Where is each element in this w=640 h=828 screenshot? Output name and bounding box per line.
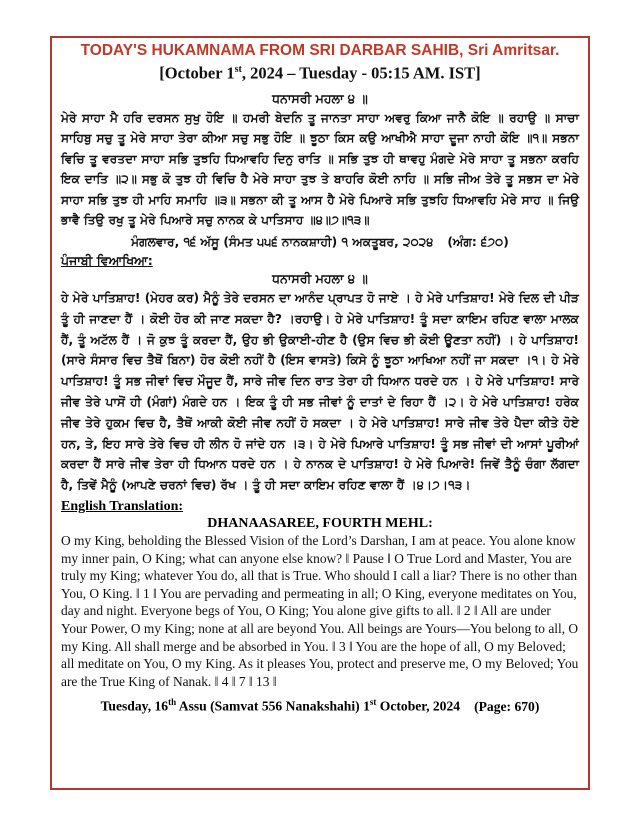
gurbani-heading: ਧਨਾਸਰੀ ਮਹਲਾ ੪ ॥ [272, 90, 368, 106]
hukamnama-frame [50, 36, 590, 790]
english-heading: DHANAASAREE, FOURTH MEHL: [207, 516, 433, 532]
gurbani-date-text: ਮੰਗਲਵਾਰ, ੧੬ ਅੱਸੂ (ਸੰਮਤ ੫੫੬ ਨਾਨਕਸ਼ਾਹੀ) ੧ ਅਕਤੂਬਰ, ੨੦੨੪ [131, 235, 434, 250]
english-date-mid: Assu (Samvat 556 Nanakshahi) 1 [176, 698, 370, 714]
english-date-sup1: th [168, 697, 177, 708]
english-section [61, 498, 579, 715]
explanation-section [61, 252, 579, 496]
english-date-sup2: st [369, 697, 377, 708]
explanation-label: ਪੰਜਾਬੀ ਵਿਆਖਿਆ: [61, 253, 153, 269]
english-date [61, 694, 579, 715]
gurbani-date [61, 232, 579, 252]
page-title: TODAY'S HUKAMNAMA FROM SRI DARBAR SAHIB, Sri Amritsar. [80, 42, 560, 59]
explanation-text: ਹੇ ਮੇਰੇ ਪਾਤਿਸ਼ਾਹ! (ਮੇਹਰ ਕਰ) ਮੈਨੂੰ ਤੇਰੇ ਦਰਸਨ ਦਾ ਆਨੰਦ ਪ੍ਰਾਪਤ ਹੋ ਜਾਏ । ਹੇ ਮੇਰੇ ਪਾਤਿਸ਼ਾਹ! ਮੇਰੇ ਦਿਲ ਦੀ ਪੀੜ ਤੂੰ ਹੀ ਜਾਣਦਾ ਹੈਂ । ਕੋਈ ਹੋਰ ਕੀ ਜਾਣ ਸਕਦਾ ਹੈ? ।ਰਹਾਉ। ਹੇ ਮੇਰੇ ਪਾਤਿਸ਼ਾਹ! ਤੂੰ ਸਦਾ ਕਾਇਮ ਰਹਿਣ ਵਾਲਾ ਮਾਲਕ ਹੈਂ, ਤੂੰ ਅਟੱਲ ਹੈਂ । ਜੋ ਕੁਝ ਤੂੰ ਕਰਦਾ ਹੈਂ, ਉਹ ਭੀ ਉਕਾਈ-ਹੀਣ ਹੈ (ਉਸ ਵਿਚ ਭੀ ਕੋਈ ਊਣਤਾ ਨਹੀਂ) । ਹੇ ਪਾਤਿਸ਼ਾਹ! (ਸਾਰੇ ਸੰਸਾਰ ਵਿਚ ਤੈਥੋਂ ਬਿਨਾ) ਹੋਰ ਕੋਈ ਨਹੀਂ ਹੈ (ਇਸ ਵਾਸਤੇ) ਕਿਸੇ ਨੂੰ ਝੂਠਾ ਆਖਿਆ ਨਹੀਂ ਜਾ ਸਕਦਾ ।੧। ਹੇ ਮੇਰੇ ਪਾਤਿਸ਼ਾਹ! ਤੂੰ ਸਭ ਜੀਵਾਂ ਵਿਚ ਮੌਜੂਦ ਹੈਂ, ਸਾਰੇ ਜੀਵ ਦਿਨ ਰਾਤ ਤੇਰਾ ਹੀ ਧਿਆਨ ਧਰਦੇ ਹਨ । ਹੇ ਮੇਰੇ ਪਾਤਿਸ਼ਾਹ! ਸਾਰੇ ਜੀਵ ਤੇਰੇ ਪਾਸੋਂ ਹੀ (ਮੰਗਾਂ) ਮੰਗਦੇ ਹਨ । ਇਕ ਤੂੰ ਹੀ ਸਭ ਜੀਵਾਂ ਨੂੰ ਦਾਤਾਂ ਦੇ ਰਿਹਾ ਹੈਂ ।੨। ਹੇ ਮੇਰੇ ਪਾਤਿਸ਼ਾਹ! ਹਰੇਕ ਜੀਵ ਤੇਰੇ ਹੁਕਮ ਵਿਚ ਹੈ, ਤੈਥੋਂ ਆਕੀ ਕੋਈ ਜੀਵ ਨਹੀਂ ਹੋ ਸਕਦਾ । ਹੇ ਮੇਰੇ ਪਾਤਿਸ਼ਾਹ! ਸਾਰੇ ਜੀਵ ਤੇਰੇ ਪੈਦਾ ਕੀਤੇ ਹੋਏ ਹਨ, ਤੇ, ਇਹ ਸਾਰੇ ਤੇਰੇ ਵਿਚ ਹੀ ਲੀਨ ਹੋ ਜਾਂਦੇ ਹਨ ।੩। ਹੇ ਮੇਰੇ ਪਿਆਰੇ ਪਾਤਿਸ਼ਾਹ! ਤੂੰ ਸਭ ਜੀਵਾਂ ਦੀ ਆਸਾਂ ਪੂਰੀਆਂ ਕਰਦਾ ਹੈਂ ਸਾਰੇ ਜੀਵ ਤੇਰਾ ਹੀ ਧਿਆਨ ਧਰਦੇ ਹਨ । ਹੇ ਨਾਨਕ ਦੇ ਪਾਤਿਸ਼ਾਹ! ਹੇ ਮੇਰੇ ਪਿਆਰੇ! ਜਿਵੇਂ ਤੈਨੂੰ ਚੰਗਾ ਲੱਗਦਾ ਹੈ, ਤਿਵੇਂ ਮੈਨੂੰ (ਆਪਣੇ ਚਰਨਾਂ ਵਿਚ) ਰੱਖ । ਤੂੰ ਹੀ ਸਦਾ ਕਾਇਮ ਰਹਿਣ ਵਾਲਾ ਹੈਂ ।੪।੭।੧੩। [61, 291, 579, 493]
header-date [61, 60, 579, 84]
explanation-heading: ਧਨਾਸਰੀ ਮਹਲਾ ੪ ॥ [272, 271, 368, 287]
english-date-day: Tuesday, 16 [100, 698, 169, 714]
gurbani-page-ref: (ਅੰਗ: ੬੭੦) [447, 235, 509, 250]
english-label: English Translation: [61, 499, 184, 515]
english-page-ref: (Page: 670) [474, 698, 540, 714]
header-date-sup: st [234, 64, 242, 75]
header-date-rest: , 2024 – Tuesday - 05:15 AM. IST] [241, 63, 481, 83]
english-text: O my King, beholding the Blessed Vision of the Lord’s Darshan, I am at peace. You alone know my inner pain, O King; what can anyone else know? ‖ Pause ‖ O True Lord and Master, You are truly my King; whatever You do, all that is True. Who should I call a liar? There is no other than You, O King. ‖ 1 ‖ You are pervading and permeating in all; O King, everyone meditates on You, day and night. Everyone begs of You, O King; You alone give gifts to all. ‖ 2 ‖ All are under Your Power, O my King; none at all are beyond You. All beings are Yours—You belong to all, O my King. All shall merge and be absorbed in You. ‖ 3 ‖ You are the hope of all, O my Beloved; all meditate on You, O my King. As it pleases You, protect and preserve me, O my Beloved; You are the True King of Nanak. ‖ 4 ‖ 7 ‖ 13 ‖ [61, 533, 579, 689]
header-date-prefix: [October 1 [159, 63, 235, 83]
gurbani-text: ਮੇਰੇ ਸਾਹਾ ਮੈ ਹਰਿ ਦਰਸਨ ਸੁਖੁ ਹੋਇ ॥ ਹਮਰੀ ਬੇਦਨਿ ਤੂ ਜਾਨਤਾ ਸਾਹਾ ਅਵਰੁ ਕਿਆ ਜਾਨੈ ਕੋਇ ॥ ਰਹਾਉ ॥ ਸਾਚਾ ਸਾਹਿਬੁ ਸਚੁ ਤੂ ਮੇਰੇ ਸਾਹਾ ਤੇਰਾ ਕੀਆ ਸਚੁ ਸਭੁ ਹੋਇ ॥ ਝੂਠਾ ਕਿਸ ਕਉ ਆਖੀਐ ਸਾਹਾ ਦੂਜਾ ਨਾਹੀ ਕੋਇ ॥੧॥ ਸਭਨਾ ਵਿਚਿ ਤੂ ਵਰਤਦਾ ਸਾਹਾ ਸਭਿ ਤੁਝਹਿ ਧਿਆਵਹਿ ਦਿਨੁ ਰਾਤਿ ॥ ਸਭਿ ਤੁਝ ਹੀ ਥਾਵਹੁ ਮੰਗਦੇ ਮੇਰੇ ਸਾਹਾ ਤੂ ਸਭਨਾ ਕਰਹਿ ਇਕ ਦਾਤਿ ॥੨॥ ਸਭੁ ਕੋ ਤੁਝ ਹੀ ਵਿਚਿ ਹੈ ਮੇਰੇ ਸਾਹਾ ਤੁਝ ਤੇ ਬਾਹਰਿ ਕੋਈ ਨਾਹਿ ॥ ਸਭਿ ਜੀਅ ਤੇਰੇ ਤੂ ਸਭਸ ਦਾ ਮੇਰੇ ਸਾਹਾ ਸਭਿ ਤੁਝ ਹੀ ਮਾਹਿ ਸਮਾਹਿ ॥੩॥ ਸਭਨਾ ਕੀ ਤੂ ਆਸ ਹੈ ਮੇਰੇ ਪਿਆਰੇ ਸਭਿ ਤੁਝਹਿ ਧਿਆਵਹਿ ਮੇਰੇ ਸਾਹ ॥ ਜਿਉ ਭਾਵੈ ਤਿਉ ਰਖੁ ਤੂ ਮੇਰੇ ਪਿਆਰੇ ਸਚੁ ਨਾਨਕ ਕੇ ਪਾਤਿਸਾਹ ॥੪॥੭॥੧੩॥ [61, 110, 579, 228]
english-date-end: October, 2024 [376, 698, 461, 714]
gurbani-section [61, 90, 579, 253]
